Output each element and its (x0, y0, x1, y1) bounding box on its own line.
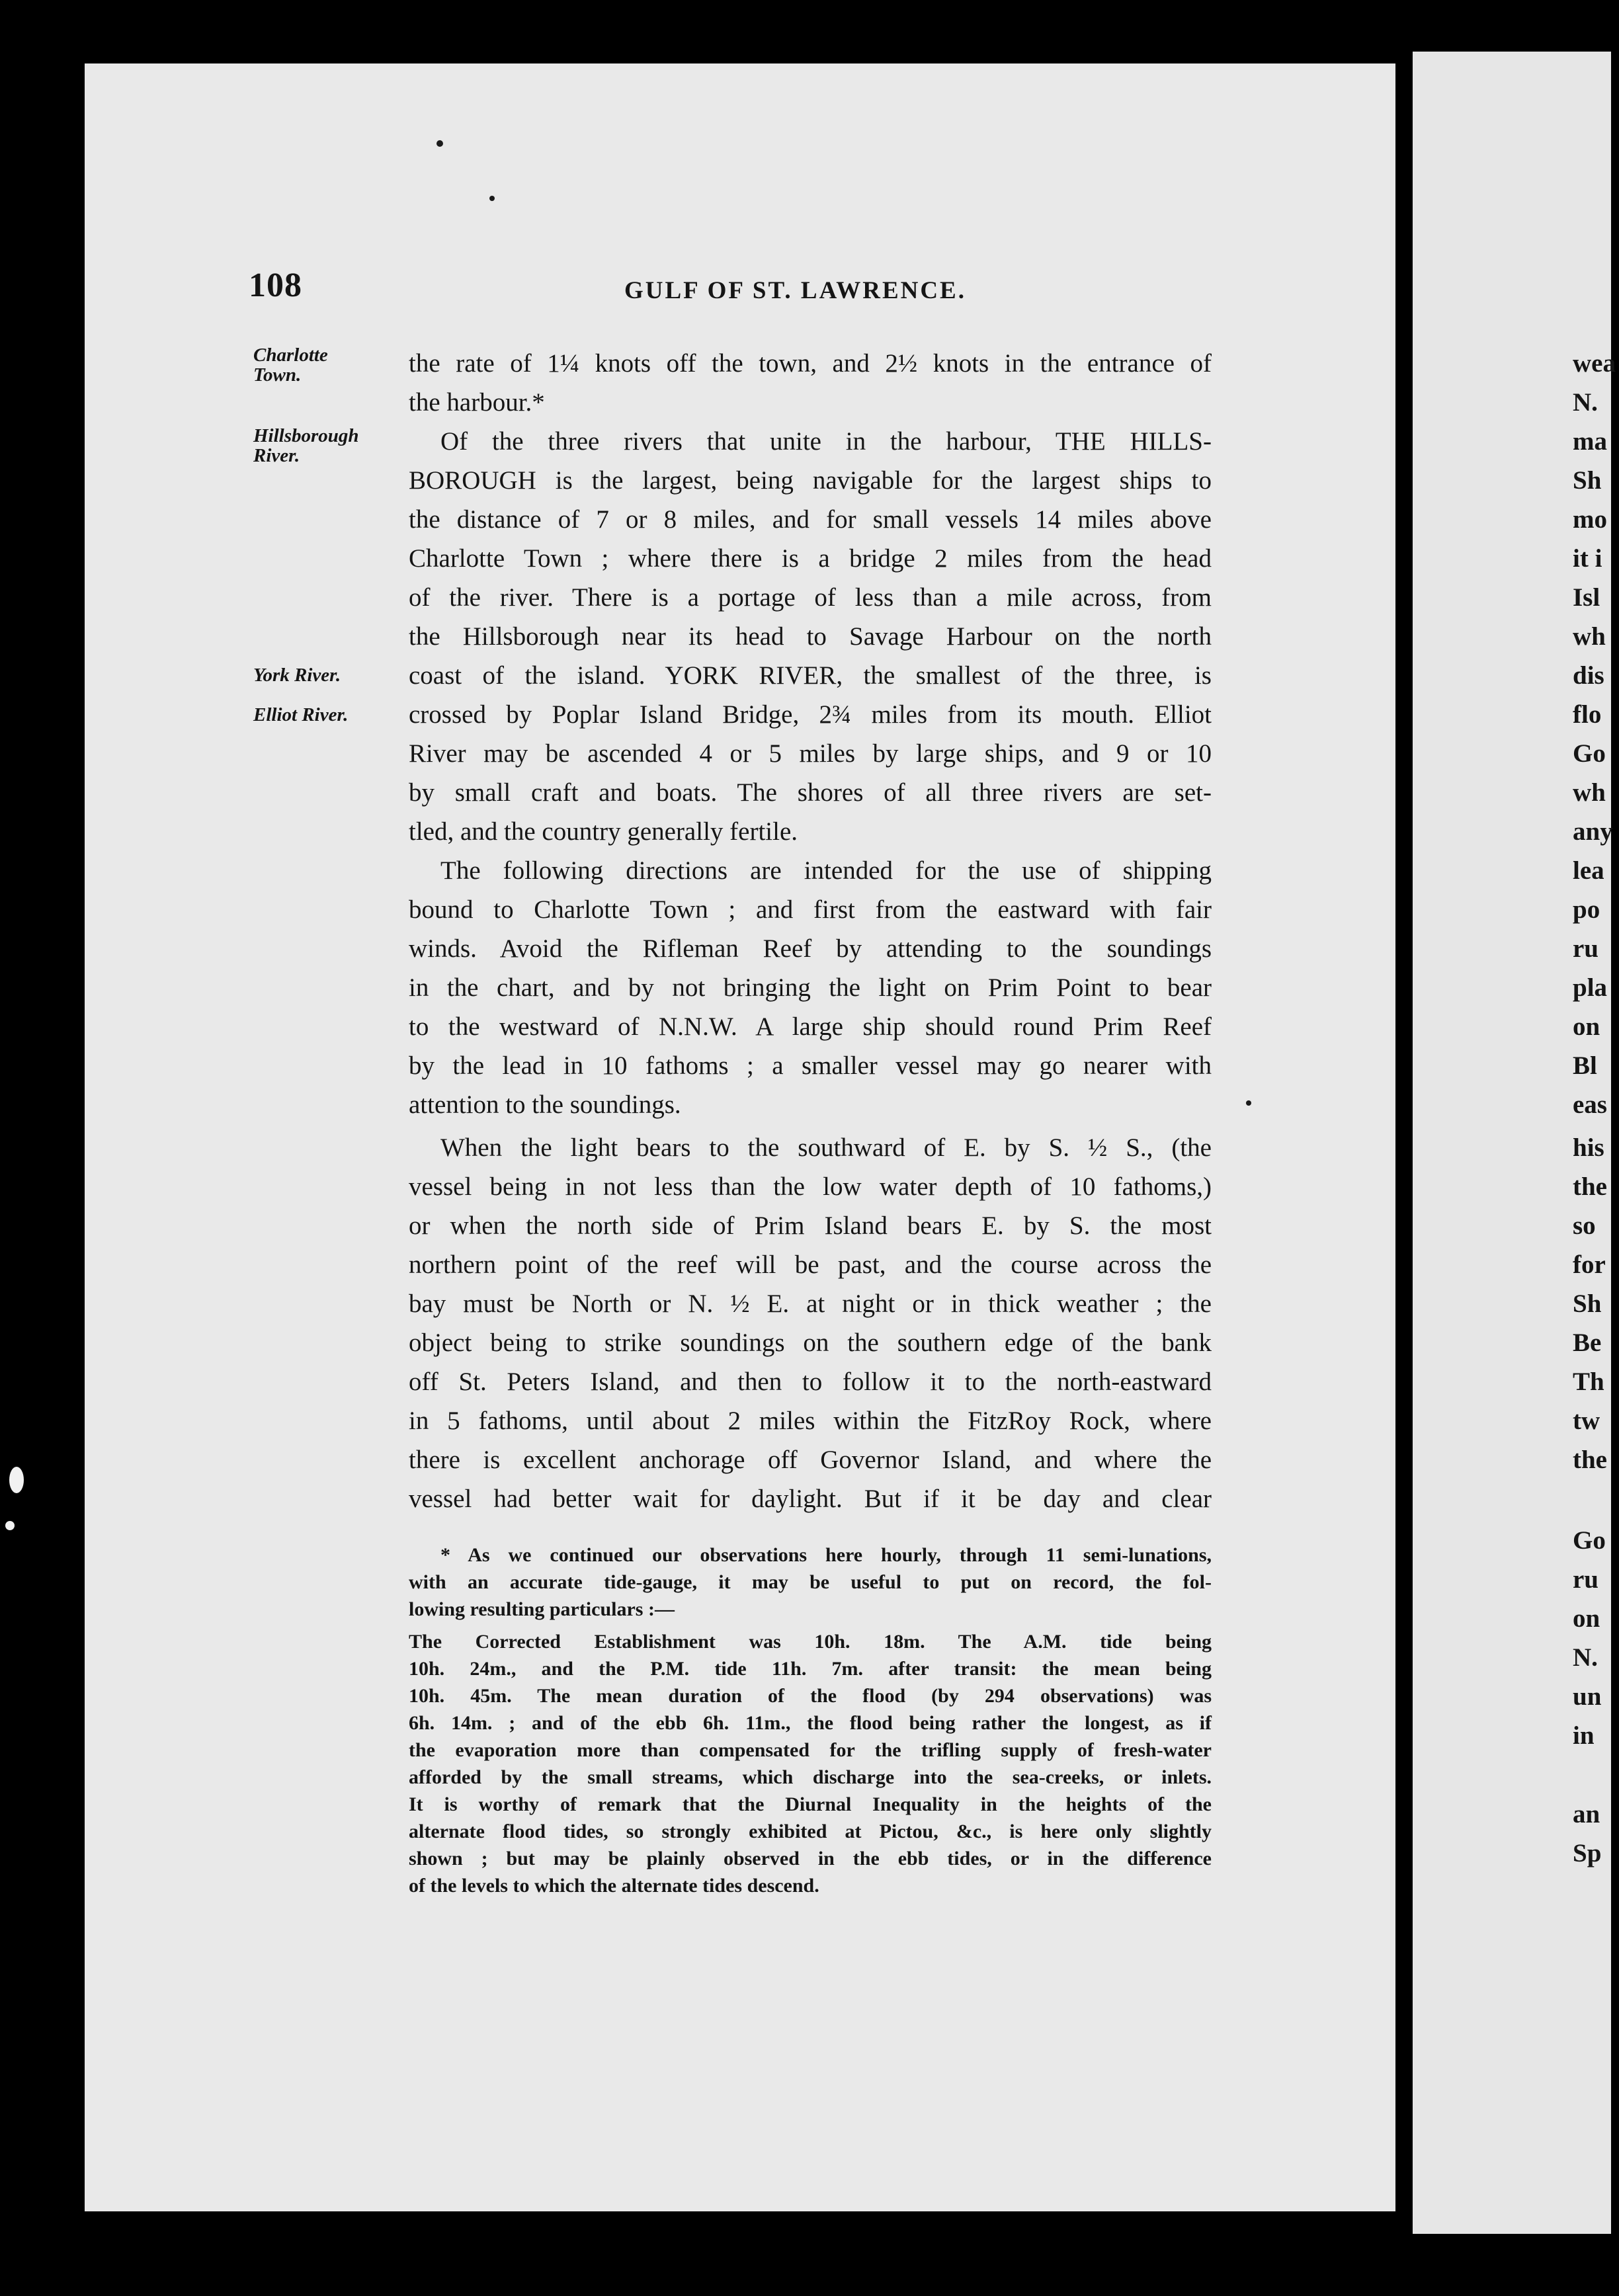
facing-page-fragment: Be (1573, 1329, 1602, 1357)
facing-page-fragment: N. (1573, 1643, 1598, 1672)
side-note: Charlotte Town. (253, 345, 328, 386)
running-head: GULF OF ST. LAWRENCE. (624, 277, 966, 304)
body-line: the rate of 1¼ knots off the town, and 2½ knots in the entrance of (409, 349, 1212, 378)
footnote-line: alternate flood tides, so strongly exhibited at Pictou, &c., is here only slightly (409, 1821, 1212, 1842)
footnote-line: 10h. 24m., and the P.M. tide 11h. 7m. after transit: the mean being (409, 1658, 1212, 1680)
body-line: northern point of the reef will be past, and the course across the (409, 1250, 1212, 1279)
facing-page-fragment: Sp (1573, 1839, 1602, 1867)
body-line: the harbour.* (409, 388, 545, 417)
body-line: coast of the island. YORK RIVER, the smallest of the three, is (409, 661, 1212, 690)
facing-page-fragment: on (1573, 1012, 1600, 1041)
body-line: When the light bears to the southward of E. by S. ½ S., (the (440, 1133, 1212, 1162)
facing-page-fragment: Go (1573, 739, 1606, 768)
facing-page-fragment: his (1573, 1133, 1604, 1162)
body-line: bay must be North or N. ½ E. at night or in thick weather ; the (409, 1290, 1212, 1318)
side-note: Elliot River. (253, 704, 349, 725)
facing-page-fragment: ma (1573, 427, 1607, 456)
body-line: or when the north side of Prim Island bears E. by S. the most (409, 1211, 1212, 1240)
facing-page-fragment: ru (1573, 1565, 1598, 1594)
facing-page-fragment: an (1573, 1800, 1600, 1828)
facing-page-fragment: wea (1573, 349, 1616, 378)
facing-page-fragment: flo (1573, 700, 1602, 729)
body-line: by small craft and boats. The shores of all three rivers are set- (409, 778, 1212, 807)
body-line: vessel had better wait for daylight. But if it be day and clear (409, 1485, 1212, 1513)
body-line: Of the three rivers that unite in the harbour, THE HILLS- (440, 427, 1212, 456)
facing-page-fragment: the (1573, 1172, 1607, 1201)
facing-page-fragment: the (1573, 1446, 1607, 1474)
footnote-line: with an accurate tide-gauge, it may be useful to put on record, the fol- (409, 1571, 1212, 1593)
body-line: by the lead in 10 fathoms ; a smaller vessel may go nearer with (409, 1051, 1212, 1080)
body-line: in the chart, and by not bringing the light on Prim Point to bear (409, 973, 1212, 1002)
side-note: York River. (253, 665, 341, 686)
facing-page-fragment: tw (1573, 1407, 1600, 1435)
facing-page-fragment: lea (1573, 856, 1604, 885)
footnote-line: 10h. 45m. The mean duration of the flood (by 294 observations) was (409, 1685, 1212, 1707)
body-line: crossed by Poplar Island Bridge, 2¾ miles from its mouth. Elliot (409, 700, 1212, 729)
body-line: object being to strike soundings on the southern edge of the bank (409, 1329, 1212, 1357)
print-speck (1246, 1100, 1251, 1106)
facing-page-fragment: in (1573, 1721, 1595, 1750)
body-line: of the river. There is a portage of less than a mile across, from (409, 583, 1212, 612)
body-line: River may be ascended 4 or 5 miles by large ships, and 9 or 10 (409, 739, 1212, 768)
facing-page-fragment: Sh (1573, 466, 1602, 495)
scan-speck (9, 1467, 24, 1493)
facing-page-fragment: Isl (1573, 583, 1600, 612)
facing-page-fragment: wh (1573, 622, 1606, 651)
body-line: tled, and the country generally fertile. (409, 817, 798, 846)
footnote-line: It is worthy of remark that the Diurnal Inequality in the heights of the (409, 1793, 1212, 1815)
facing-page-fragment: eas (1573, 1090, 1607, 1119)
scan-speck (5, 1521, 15, 1530)
facing-page-fragment: any (1573, 817, 1613, 846)
page-number: 108 (249, 266, 302, 304)
facing-page-fragment: ru (1573, 934, 1598, 963)
body-line: the distance of 7 or 8 miles, and for small vessels 14 miles above (409, 505, 1212, 534)
body-line: the Hillsborough near its head to Savage Harbour on the north (409, 622, 1212, 651)
body-line: BOROUGH is the largest, being navigable for the largest ships to (409, 466, 1212, 495)
facing-page-fragment: pla (1573, 973, 1608, 1002)
body-line: Charlotte Town ; where there is a bridge 2 miles from the head (409, 544, 1212, 573)
print-speck (436, 140, 443, 147)
facing-page-fragment: N. (1573, 388, 1598, 417)
facing-page-fragment: for (1573, 1250, 1606, 1279)
body-line: vessel being in not less than the low water depth of 10 fathoms,) (409, 1172, 1212, 1201)
facing-page-fragment: Sh (1573, 1290, 1602, 1318)
side-note: Hillsborough River. (253, 425, 359, 466)
footnote-line: the evaporation more than compensated for the trifling supply of fresh-water (409, 1739, 1212, 1761)
facing-page-fragment: Go (1573, 1526, 1606, 1555)
body-line: The following directions are intended for the use of shipping (440, 856, 1212, 885)
print-speck (489, 196, 495, 201)
body-line: in 5 fathoms, until about 2 miles within the FitzRoy Rock, where (409, 1407, 1212, 1435)
body-line: bound to Charlotte Town ; and first from the eastward with fair (409, 895, 1212, 924)
footnote-line: shown ; but may be plainly observed in the ebb tides, or in the difference (409, 1848, 1212, 1869)
footnote-line: * As we continued our observations here hourly, through 11 semi-lunations, (440, 1544, 1212, 1566)
facing-page-fragment: un (1573, 1682, 1602, 1711)
body-line: there is excellent anchorage off Governor Island, and where the (409, 1446, 1212, 1474)
facing-page-fragment: dis (1573, 661, 1604, 690)
body-line: attention to the soundings. (409, 1090, 681, 1119)
facing-page-fragment: on (1573, 1604, 1600, 1633)
facing-page-fragment: Th (1573, 1368, 1604, 1396)
footnote-line: 6h. 14m. ; and of the ebb 6h. 11m., the flood being rather the longest, as if (409, 1712, 1212, 1734)
facing-page-fragment: mo (1573, 505, 1607, 534)
body-line: off St. Peters Island, and then to follow it to the north-eastward (409, 1368, 1212, 1396)
facing-page-fragment: so (1573, 1211, 1596, 1240)
body-line: winds. Avoid the Rifleman Reef by attending to the soundings (409, 934, 1212, 963)
facing-page-fragment: po (1573, 895, 1600, 924)
footnote-line: of the levels to which the alternate tides descend. (409, 1875, 819, 1897)
facing-page-fragment: it i (1573, 544, 1602, 573)
body-line: to the westward of N.N.W. A large ship should round Prim Reef (409, 1012, 1212, 1041)
facing-page-fragment: Bl (1573, 1051, 1597, 1080)
footnote-line: afforded by the small streams, which discharge into the sea-creeks, or inlets. (409, 1766, 1212, 1788)
footnote-line: lowing resulting particulars :— (409, 1598, 675, 1620)
facing-page-fragment: wh (1573, 778, 1606, 807)
footnote-line: The Corrected Establishment was 10h. 18m. The A.M. tide being (409, 1631, 1212, 1653)
